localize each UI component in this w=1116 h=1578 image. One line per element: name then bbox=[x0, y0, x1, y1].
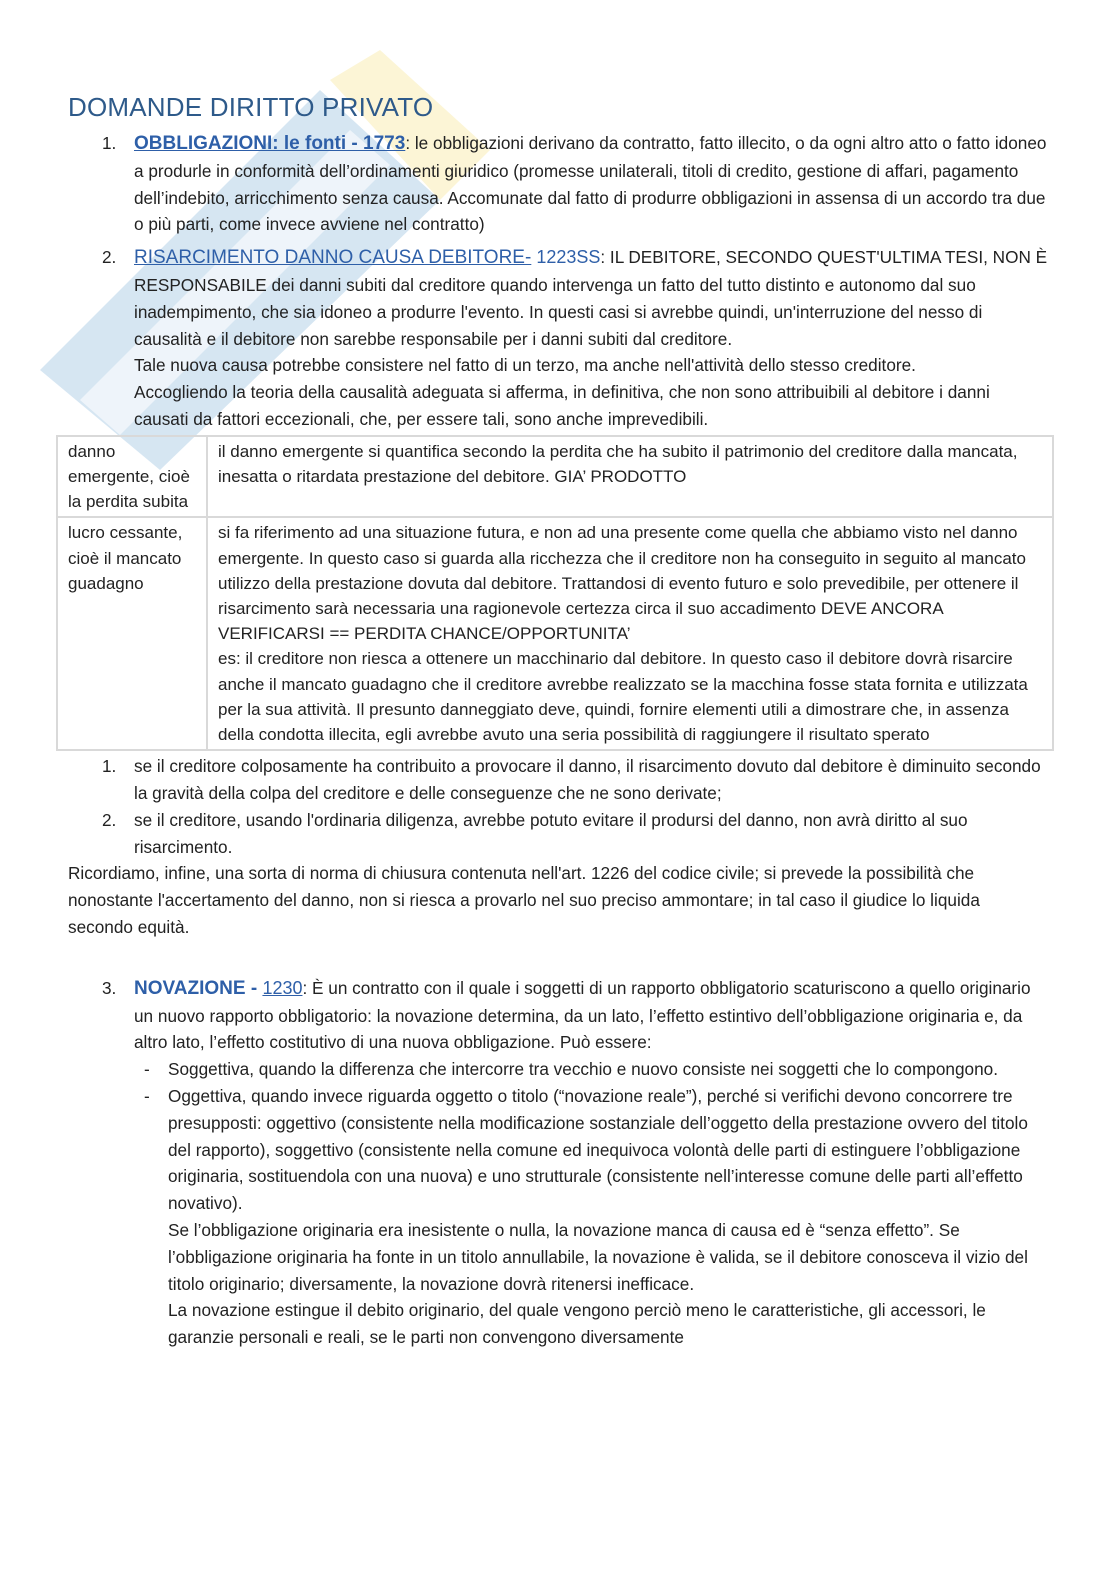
section-text: : IL DEBITORE, SECONDO QUEST'ULTIMA TESI, NON È RESPONSABILE dei danni subiti dal creditore quando intervenga un fatto del tutto distinto e autonomo dal suo inadempimento, che sia idoneo a produrre l'evento. In questi casi si avrebbe quindi, un'interruzione del nesso di causalità e il debitore non sarebbe responsabile per i danni subiti dal creditore. bbox=[134, 247, 1048, 349]
paragraph: Se l’obbligazione originaria era inesistente o nulla, la novazione manca di causa ed è “senza effetto”. Se l’obbligazione originaria ha fonte in un titolo annullabile, la novazione è valida, se il debitore conosceva il vizio del titolo originario; diversamente, la novazione dovrà ritenersi inefficace. bbox=[168, 1219, 1028, 1294]
item-text: Soggettiva, quando la differenza che intercorre tra vecchio e nuovo consiste nei soggetti che lo compongono. bbox=[168, 1059, 998, 1080]
table-cell-desc bbox=[207, 517, 1053, 750]
desc-text: il danno emergente si quantifica secondo la perdita che ha subito il patrimonio del creditore dalla mancata, inesatta o ritardata prestazione del debitore. GIA’ PRODOTTO bbox=[218, 441, 1018, 486]
list-item-novazione bbox=[68, 975, 1048, 1056]
list-item bbox=[68, 753, 1048, 807]
section-text: : le obbligazioni derivano da contratto, fatto illecito, o da ogni altro atto o fatto idoneo a produrle in conformità dell’ordinamenti giuridico (promesse unilaterali, titoli di credito, gestione di affari, pagamento dell’indebito, arricchimento senza causa. Accomunate dal fatto di produrre obbligazioni in assensa di un accordo tra due o più parti, come invece avviene nel contratto) bbox=[134, 133, 1047, 235]
item-text: se il creditore, usando l'ordinaria diligenza, avrebbe potuto evitare il prodursi del danno, non avrà diritto al suo risarcimento. bbox=[134, 809, 968, 857]
item-text: Oggettiva, quando invece riguarda oggetto o titolo (“novazione reale”), perché si verifichi devono concorrere tre presupposti: oggettivo (consistente nella modificazione sostanziale dell’oggetto della prestazione ovvero del titolo del rapporto), soggettivo (consistente nella comune ed inequivoca volontà delle parti di estinguere l’obbligazione originaria, sostituendola con una nuova) e uno strutturale (consistente nell’interesse comune delle parti all’effetto novativo). bbox=[168, 1085, 1028, 1214]
table-row bbox=[57, 517, 1053, 750]
section-heading: OBBLIGAZIONI: le fonti - 1773 bbox=[134, 133, 406, 154]
table-cell-term: danno emergente, cioè la perdita subita bbox=[57, 436, 207, 518]
section-text: : È un contratto con il quale i soggetti di un rapporto obbligatorio scaturiscono a quello originario un nuovo rapporto obbligatorio: la novazione determina, da un lato, l’effetto estintivo dell’obbligazione originaria e, da altro lato, l’effetto costitutivo di una nuova obbligazione. Può essere: bbox=[134, 977, 1031, 1053]
paragraph: Tale nuova causa potrebbe consistere nel fatto di un terzo, ma anche nell'attività dello stesso creditore. bbox=[134, 355, 916, 376]
dash-item-soggettiva bbox=[68, 1056, 1048, 1083]
list-item-risarcimento bbox=[68, 244, 1048, 433]
article-ref: 1230 bbox=[262, 977, 303, 998]
paragraph: Accogliendo la teoria della causalità adeguata si afferma, in definitiva, che non sono attribuibili al debitore i danni causati da fattori eccezionali, che, per essere tali, sono anche imprevedibili. bbox=[134, 382, 990, 429]
section-heading: NOVAZIONE - bbox=[134, 977, 263, 999]
closing-paragraph: Ricordiamo, infine, una sorta di norma di chiusura contenuta nell'art. 1226 del codice civile; si prevede la possibilità che nonostante l'accertamento del danno, non si riesca a provarlo nel suo preciso ammontare; in tal caso il giudice lo liquida secondo equità. bbox=[68, 863, 980, 937]
item-text: se il creditore colposamente ha contribuito a provocare il danno, il risarcimento dovuto dal debitore è diminuito secondo la gravità della colpa del creditore e delle conseguenze che ne sono derivate; bbox=[134, 756, 1041, 803]
damage-table bbox=[56, 435, 1054, 751]
table-cell-desc bbox=[207, 436, 1053, 518]
desc-example: es: il creditore non riesca a ottenere un macchinario dal debitore. In questo caso il debitore dovrà risarcire anche il mancato guadagno che il creditore avrebbe realizzato se la macchina fosse stata fornita e utilizzata per la sua attività. Il presunto danneggiato deve, quindi, fornire elementi utili a dimostrare che, in assenza della condotta illecita, egli avrebbe avuto una seria possibilità di raggiungere il risultato sperato bbox=[218, 649, 1028, 744]
item-number: 1. bbox=[102, 133, 117, 153]
section-heading: RISARCIMENTO DANNO CAUSA DEBITORE- bbox=[134, 247, 532, 269]
dash-marker: - bbox=[144, 1085, 150, 1106]
item-number: 2. bbox=[102, 247, 117, 268]
list-item-obbligazioni bbox=[68, 130, 1048, 238]
table-row bbox=[57, 436, 1053, 518]
desc-text: si fa riferimento ad una situazione futura, e non ad una presente come quella che abbiamo visto nel danno emergente. In questo caso si guarda alla ricchezza che il creditore non ha conseguito in seguito al mancato utilizzo della prestazione dovuta dal debitore. Trattandosi di evento futuro e solo prevedibile, per ottenere il risarcimento sarà necessaria una ragionevole certezza circa il suo accadimento DEVE ANCORA VERIFICARSI == PERDITA CHANCE/OPPORTUNITA’ bbox=[218, 523, 1026, 644]
article-ref: 1223SS bbox=[531, 247, 601, 268]
dash-marker: - bbox=[144, 1059, 150, 1080]
paragraph: La novazione estingue il debito originario, del quale vengono perciò meno le caratteristiche, gli accessori, le garanzie personali e reali, se le parti non convengono diversamente bbox=[168, 1300, 986, 1348]
dash-item-oggettiva bbox=[68, 1083, 1048, 1217]
item-number: 2. bbox=[102, 809, 117, 830]
item-number: 3. bbox=[102, 977, 117, 998]
item-number: 1. bbox=[102, 756, 117, 777]
list-item bbox=[68, 807, 1048, 861]
table-cell-term: lucro cessante, cioè il mancato guadagno bbox=[57, 517, 207, 750]
page-title: DOMANDE DIRITTO PRIVATO bbox=[68, 92, 434, 122]
